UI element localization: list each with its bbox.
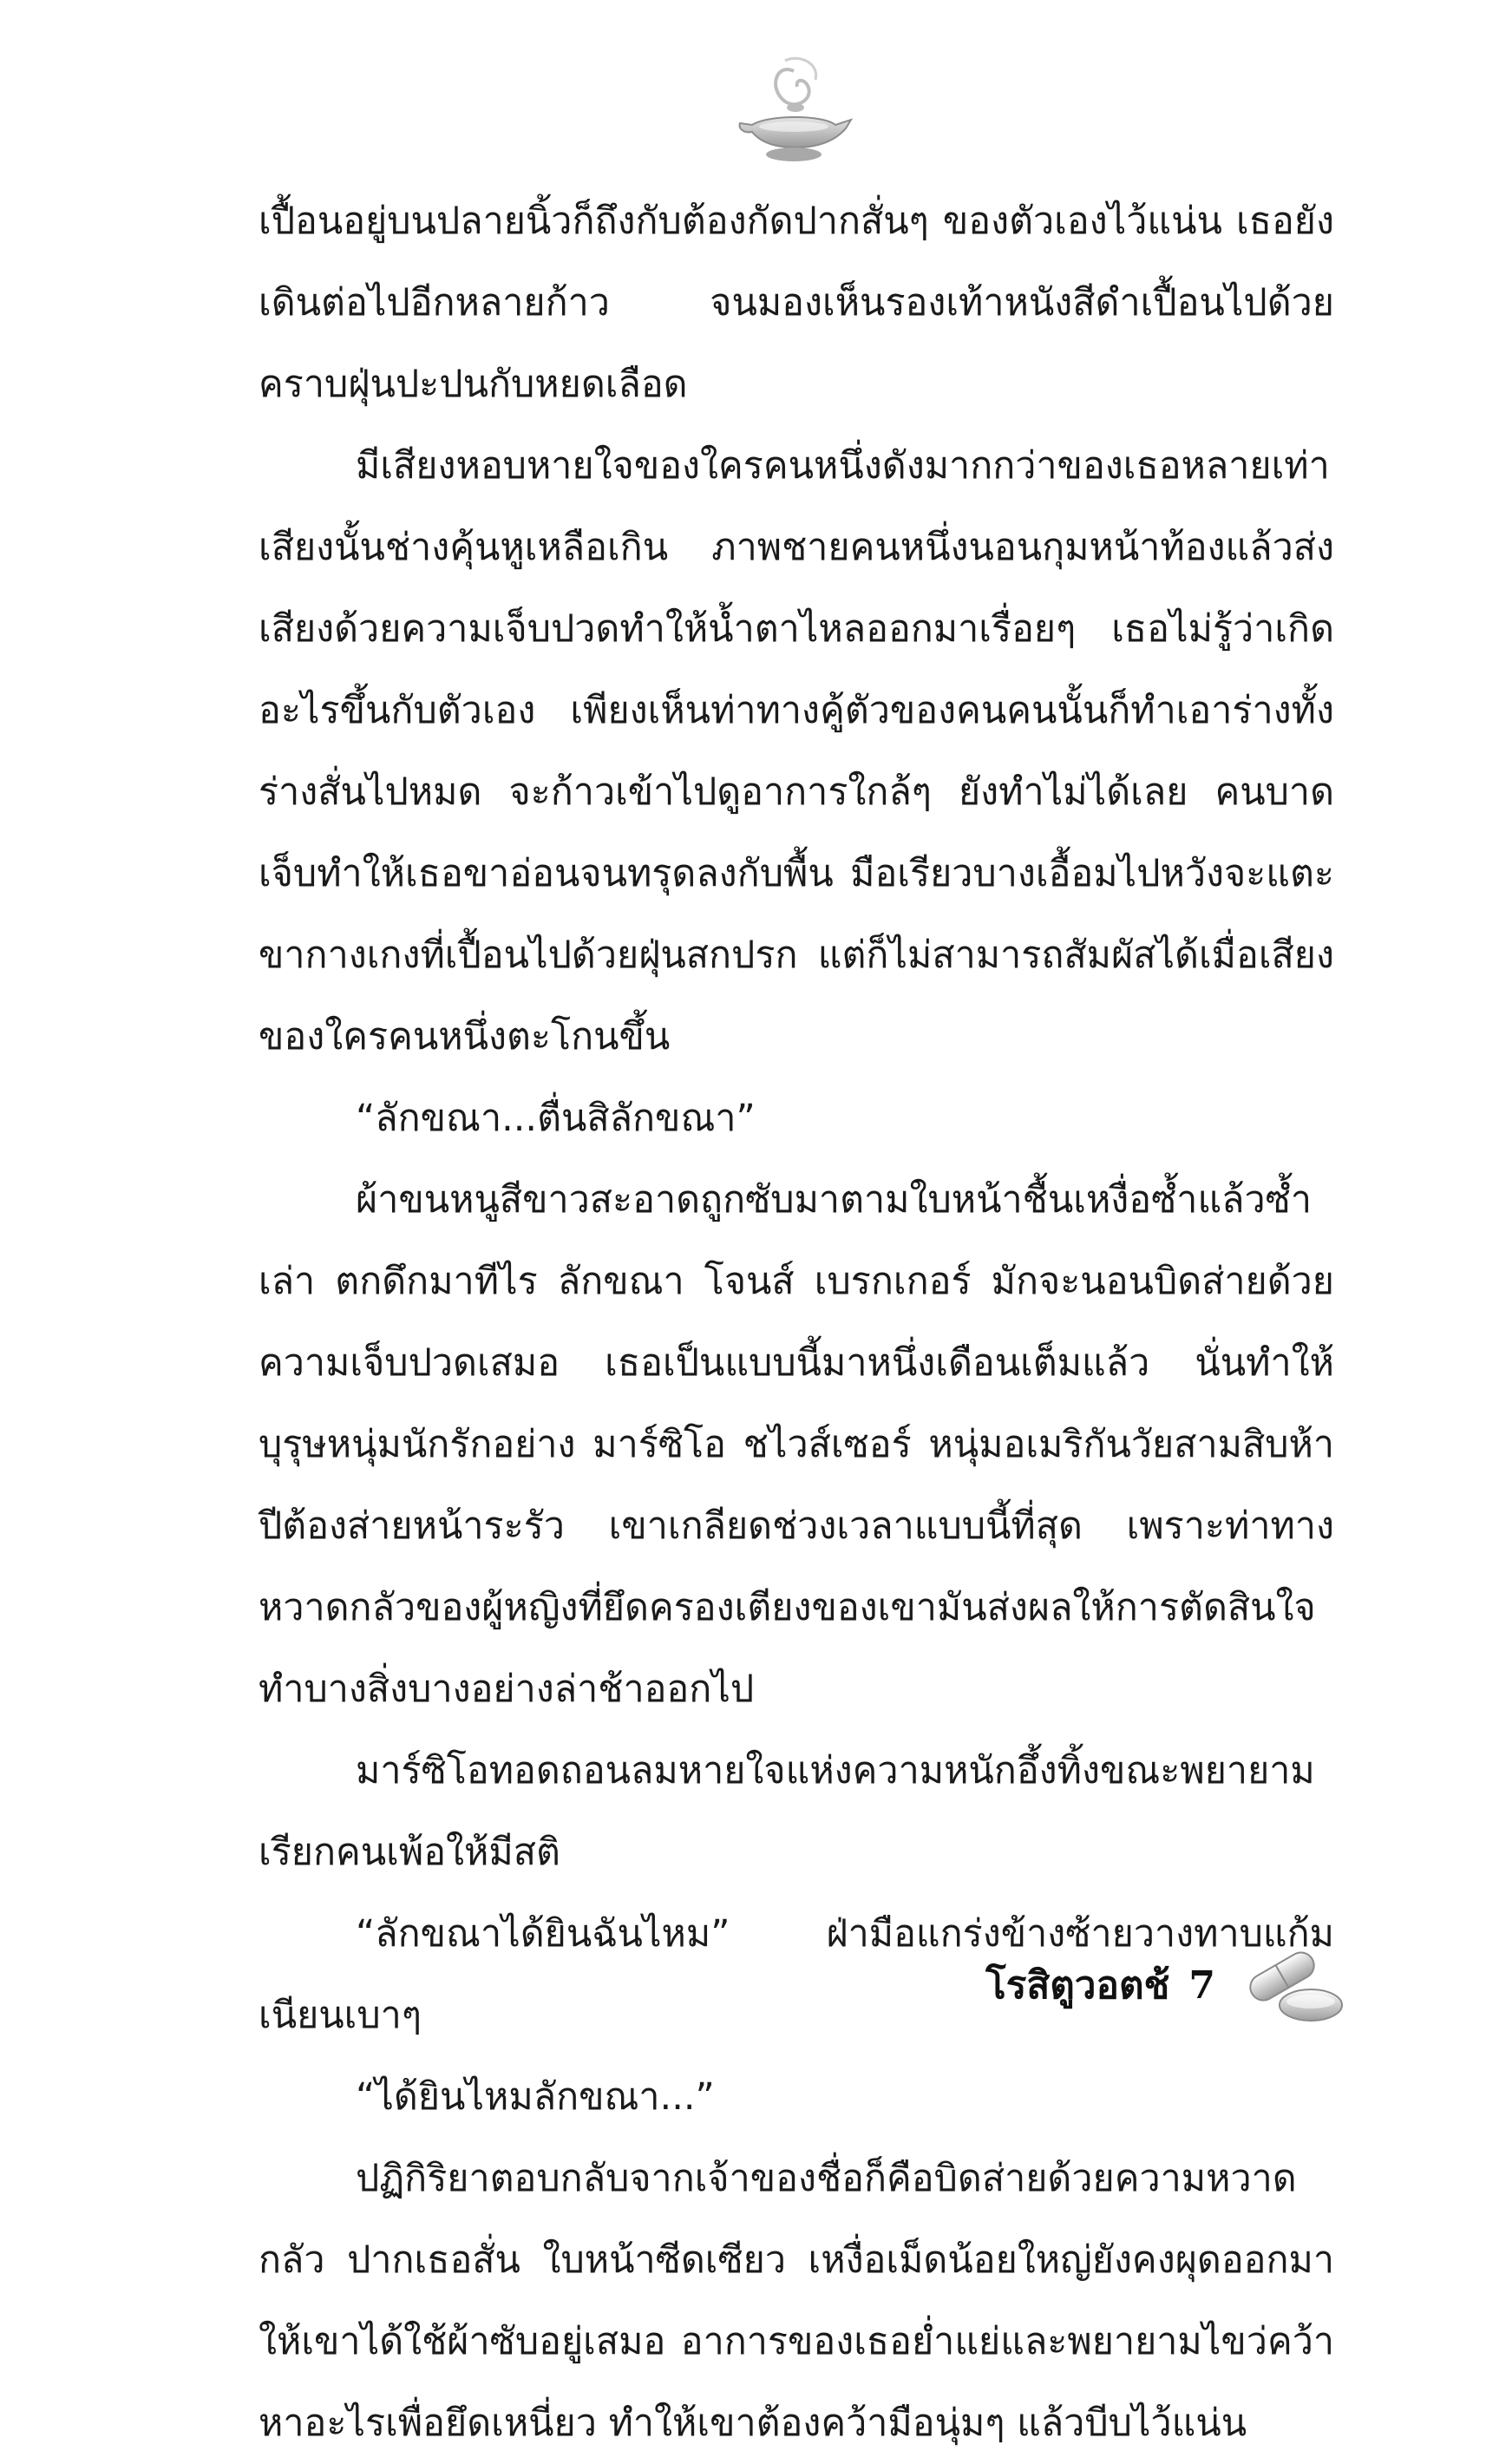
paragraph: เปื้อนอยู่บนปลายนิ้วก็ถึงกับต้องกัดปากสั่นๆ ของตัวเองไว้แน่น เธอยังเดินต่อไปอีกหลายก้าว จนมองเห็นรองเท้าหนังสีดำเปื้อนไปด้วยคราบฝุ่นปะปนกับหยดเลือด — [259, 200, 1334, 406]
body-text — [259, 180, 1334, 2464]
page-number: 7 — [1188, 1963, 1215, 2008]
magic-lamp-icon — [733, 54, 854, 184]
paragraph: ปฏิกิริยาตอบกลับจากเจ้าของชื่อก็คือบิดส่ายด้วยความหวาดกลัว ปากเธอสั่น ใบหน้าซีดเซียว เหงื่อเม็ดน้อยใหญ่ยังคงผุดออกมาให้เขาได้ใช้ผ้าซับอยู่เสมอ อาการของเธอย่ำแย่และพยายามไขว่คว้าหาอะไรเพื่อยึดเหนี่ยว ทำให้เขาต้องคว้ามือนุ่มๆ แล้วบีบไว้แน่น — [259, 2157, 1334, 2445]
paragraph: มีเสียงหอบหายใจของใครคนหนึ่งดังมากกว่าของเธอหลายเท่า เสียงนั้นช่างคุ้นหูเหลือเกิน ภาพชายคนหนึ่งนอนกุมหน้าท้องแล้วส่งเสียงด้วยความเจ็บปวดทำให้น้ำตาไหลออกมาเรื่อยๆ เธอไม่รู้ว่าเกิดอะไรขึ้นกับตัวเอง เพียงเห็นท่าทางคู้ตัวของคนคนนั้นก็ทำเอาร่างทั้งร่างสั่นไปหมด จะก้าวเข้าไปดูอาการใกล้ๆ ยังทำไม่ได้เลย คนบาดเจ็บทำให้เธอขาอ่อนจนทรุดลงกับพื้น มือเรียวบางเอื้อมไปหวังจะแตะขากางเกงที่เปื้อนไปด้วยฝุ่นสกปรก แต่ก็ไม่สามารถสัมผัสได้เมื่อเสียงของใครคนหนึ่งตะโกนขึ้น — [259, 444, 1334, 1058]
book-title: โรสิตูวอตช้ — [985, 1963, 1170, 2008]
paragraph: ผ้าขนหนูสีขาวสะอาดถูกซับมาตามใบหน้าชื้นเหงื่อซ้ำแล้วซ้ำเล่า ตกดึกมาทีไร ลักขณา โจนส์ เบรกเกอร์ มักจะนอนบิดส่ายด้วยความเจ็บปวดเสมอ เธอเป็นแบบนี้มาหนึ่งเดือนเต็มแล้ว นั่นทำให้บุรุษหนุ่มนักรักอย่าง มาร์ซิโอ ชไวส์เซอร์ หนุ่มอเมริกันวัยสามสิบห้าปีต้องส่ายหน้าระรัว เขาเกลียดช่วงเวลาแบบนี้ที่สุด เพราะท่าทางหวาดกลัวของผู้หญิงที่ยึดครองเตียงของเขามันส่งผลให้การตัดสินใจทำบางสิ่งบางอย่างล่าช้าออกไป — [259, 1178, 1334, 1711]
page-footer — [985, 1933, 1347, 2037]
paragraph: “ได้ยินไหมลักขณา...” — [356, 2075, 715, 2119]
paragraph: “ลักขณา...ตื่นสิลักขณา” — [356, 1097, 756, 1140]
paragraph: “ลักขณาได้ยินฉันไหม” ฝ่ามือแกร่งข้างซ้ายวางทาบแก้มเนียนเบาๆ — [259, 1912, 1334, 2037]
capsule-pills-icon — [1234, 1937, 1347, 2033]
paragraph: มาร์ซิโอทอดถอนลมหายใจแห่งความหนักอึ้งทิ้งขณะพยายามเรียกคนเพ้อให้มีสติ — [259, 1749, 1315, 1874]
